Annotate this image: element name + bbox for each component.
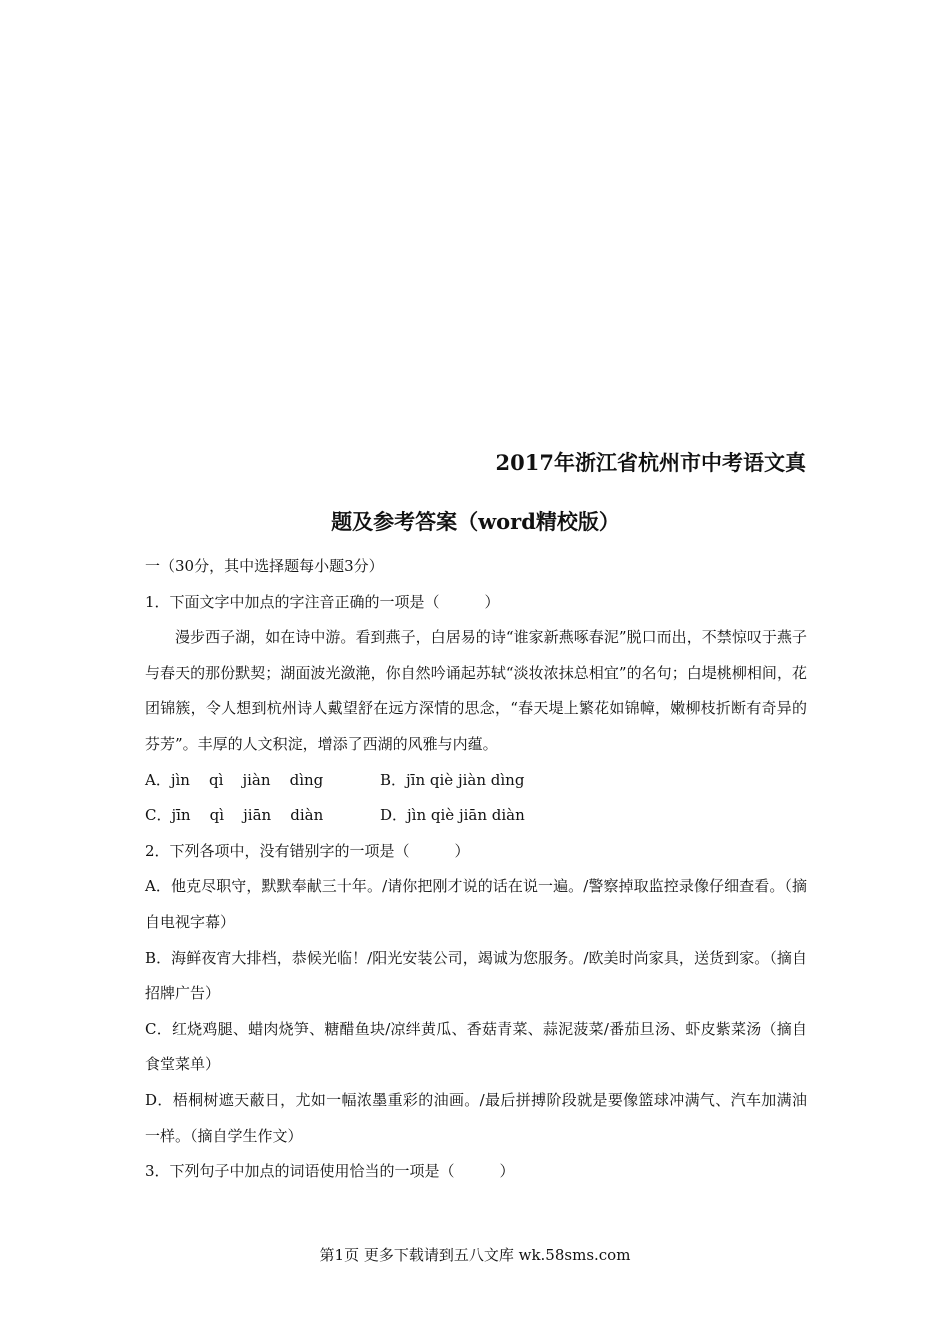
document-body bbox=[145, 549, 807, 1190]
page-footer: 第1页 更多下载请到五八文库 wk.58sms.com bbox=[319, 1246, 631, 1264]
document-title-line2: 题及参考答案（word精校版） bbox=[331, 509, 620, 534]
question-3-stem: 3．下列句子中加点的词语使用恰当的一项是（ ） bbox=[145, 1162, 515, 1181]
question-1-options-row2 bbox=[145, 798, 807, 834]
option-c: C．jīn qì jiān diàn bbox=[145, 806, 324, 825]
question-2-option-b: B．海鲜夜宵大排档，恭候光临！/阳光安装公司，竭诚为您服务。/欧美时尚家具，送货到家。（摘自招牌广告） bbox=[145, 948, 807, 1003]
option-a: A．jìn qì jiàn dìng bbox=[145, 770, 324, 789]
section-heading: 一（30分，其中选择题每小题3分） bbox=[145, 557, 384, 575]
document-title-line1: 2017年浙江省杭州市中考语文真 bbox=[495, 450, 806, 475]
question-1-passage: 漫步西子湖，如在诗中游。看到燕子，白居易的诗“谁家新燕啄春泥”脱口而出，不禁惊叹于燕子与春天的那份默契；湖面波光潋滟，你自然吟诵起苏轼“淡妆浓抹总相宜”的名句；白堤桃柳相间，花团锦簇，令人想到杭州诗人戴望舒在远方深情的思念，“春天堤上繁花如锦幛，嫩柳枝折断有奇异的芬芳”。丰厚的人文积淀，增添了西湖的风雅与内蕴。 bbox=[145, 628, 807, 753]
option-d: D．jìn qiè jiān diàn bbox=[380, 806, 525, 825]
option-b: B．jīn qiè jiàn dìng bbox=[380, 770, 525, 789]
question-2-stem: 2．下列各项中，没有错别字的一项是（ ） bbox=[145, 841, 470, 860]
question-2-option-d: D．梧桐树遮天蔽日，尤如一幅浓墨重彩的油画。/最后拼搏阶段就是要像篮球冲满气、汽车加满油一样。（摘自学生作文） bbox=[145, 1090, 807, 1145]
question-2-option-a: A．他克尽职守，默默奉献三十年。/请你把刚才说的话在说一遍。/警察掉取监控录像仔细查看。（摘自电视字幕） bbox=[145, 877, 807, 931]
question-2-option-c: C．红烧鸡腿、蜡肉烧笋、糖醋鱼块/凉绊黄瓜、香菇青菜、蒜泥菠菜/番茄旦汤、虾皮紫菜汤（摘自食堂菜单） bbox=[145, 1019, 807, 1074]
question-1-options-row1 bbox=[145, 763, 807, 799]
question-1-stem: 1．下面文字中加点的字注音正确的一项是（ ） bbox=[145, 592, 500, 611]
